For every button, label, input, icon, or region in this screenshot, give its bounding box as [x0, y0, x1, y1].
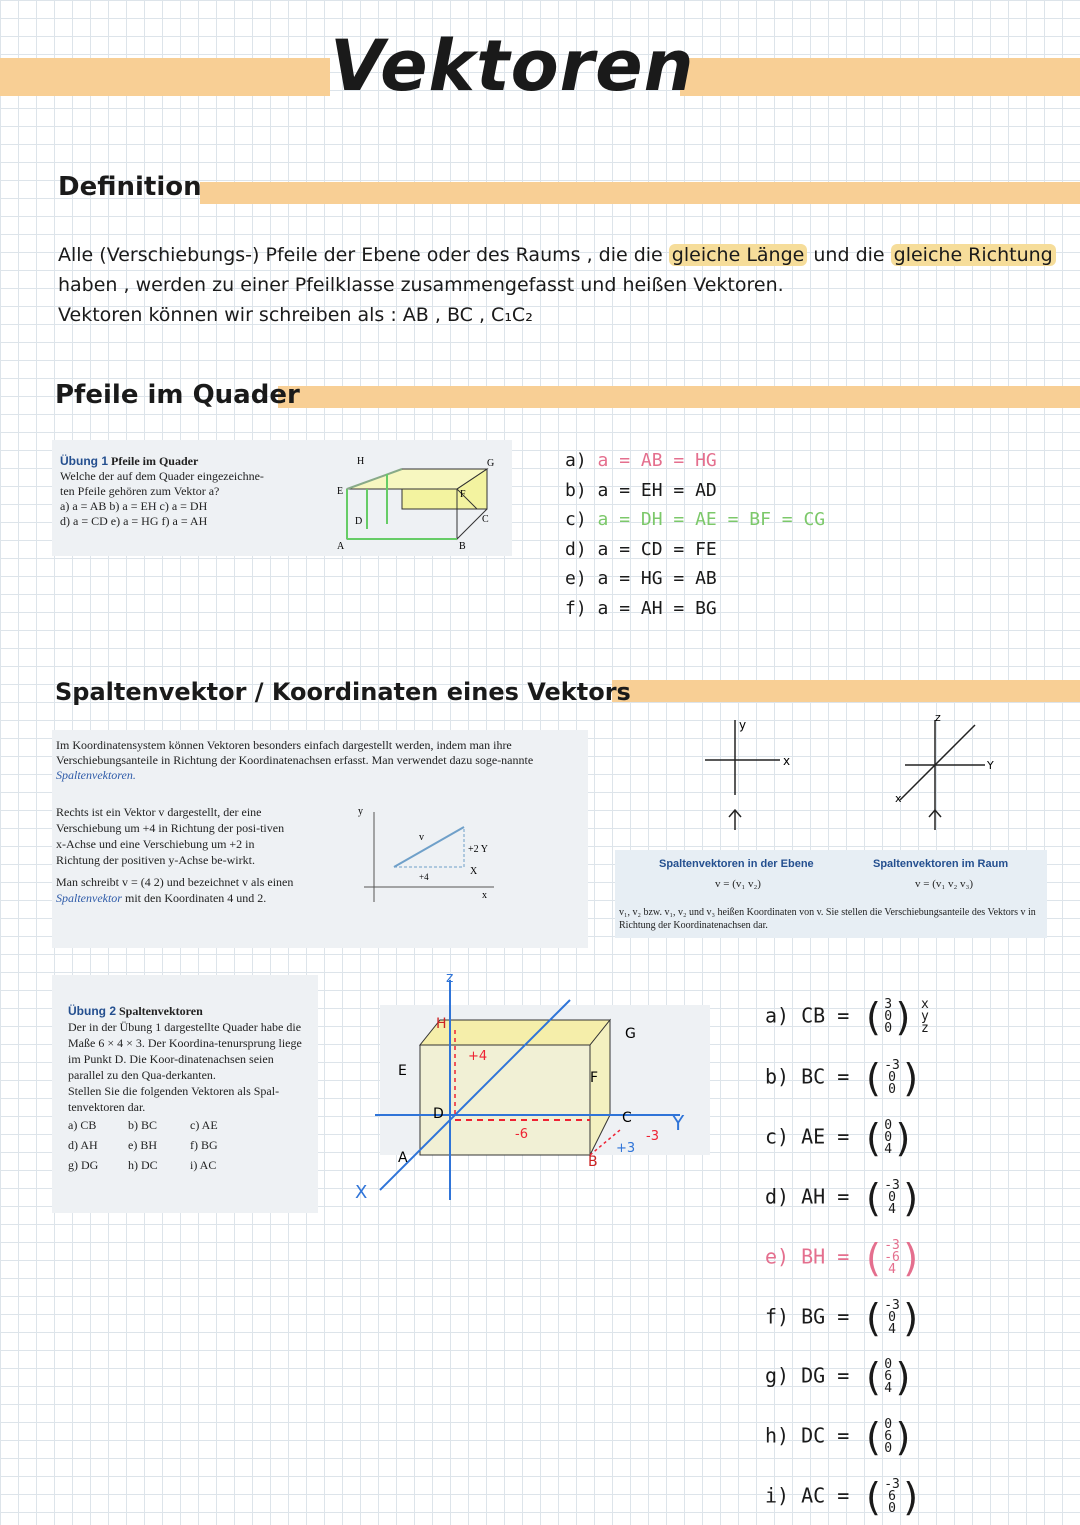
u2-p3: +3 — [616, 1141, 636, 1156]
answer-coords: -3 0 4 — [884, 1298, 900, 1337]
answer-label: f) — [765, 1304, 802, 1329]
u2-F: F — [590, 1070, 599, 1086]
uebung2-answer-row: c) AE = ( 0 0 4 ) — [765, 1116, 915, 1160]
uebung2-answer-row: b) BC = ( -3 0 0 ) — [765, 1056, 923, 1100]
answer-label: g) — [765, 1363, 802, 1388]
page-title: Vektoren — [330, 25, 695, 107]
answer-vector: BC = — [801, 1064, 862, 1089]
answer-b: b) a = EH = AD — [565, 479, 717, 501]
answer-coords: -3 0 0 — [884, 1058, 900, 1097]
quader-highlight — [278, 386, 1080, 408]
answer-label: h) — [765, 1423, 802, 1448]
answer-vector: DC = — [801, 1423, 862, 1448]
definition-text — [58, 240, 1058, 330]
u2-C: C — [622, 1110, 632, 1126]
hand-axes-3d — [890, 715, 1000, 835]
answer-coords: 3 0 0 — [884, 997, 893, 1036]
answer-d: d) a = CD = FE — [565, 538, 717, 560]
cube-label-c: C — [482, 514, 489, 525]
answer-coords: 0 6 4 — [884, 1357, 893, 1396]
definition-line-2: haben , werden zu einer Pfeilklasse zusammengefasst und heißen Vektoren. — [58, 274, 784, 296]
uebung1-box: Übung 1 Pfeile im Quader Welche der auf dem Quader eingezeichne- ten Pfeile gehören zum Vektor a? a) a = AB b) a = EH c) a = DH d) a = CD e) a = HG f) a = AH H G E F D C A B — [52, 440, 512, 556]
hand-z-label: z — [935, 715, 941, 724]
title-highlight-left — [0, 58, 330, 96]
answer-vector: AC = — [801, 1483, 862, 1508]
title-highlight-right — [680, 58, 1080, 96]
answer-label: e) — [765, 1244, 802, 1269]
quader-heading: Pfeile im Quader — [55, 380, 300, 410]
cube-label-f: F — [460, 489, 466, 500]
hand-x-label: x — [783, 754, 791, 768]
answer-label: b) — [765, 1064, 802, 1089]
answer-label: c) — [765, 1124, 802, 1149]
spalten-raum-formula: v = (v₁ v₂ v₃) — [915, 878, 974, 890]
u2-H: H — [436, 1016, 447, 1032]
spalten-intro-box: Im Koordinatensystem können Vektoren besonders einfach dargestellt werden, indem man ihre Verschiebungsanteile in Richtung der Koordinatenachsen erfasst. Man verwendet dazu soge-nannte Spaltenvektoren. Rechts ist ein Vektor v dargestellt, der eine Verschiebung um +4 in Richtung der posi-tiven x-Achse und eine Verschiebung um +2 in Richtung der positiven y-Achse be-wirkt. Man schreibt v = (4 2) und bezeichnet v als einen Spaltenvektor mit den Koordinaten 4 und 2. y x v +4 +2 Y X — [52, 730, 588, 948]
answer-vector: CB = — [801, 1003, 862, 1028]
answer-coords: 0 0 4 — [884, 1118, 893, 1157]
uebung2-answer-row: i) AC = ( -3 6 0 ) — [765, 1475, 923, 1519]
spalten-summary-box: Spaltenvektoren in der Ebene Spaltenvektoren im Raum v = (v₁ v₂) v = (v₁ v₂ v₃) v₁, v₂ bzw. v₁, v₂ und v₃ heißen Koordinaten von v. Sie stellen die Verschiebungsanteile des Vektors v in Richtung der Koordinatenachsen dar. — [615, 850, 1047, 938]
uebung2-box: Übung 2 Spaltenvektoren Der in der Übung 1 dargestellte Quader habe die Maße 6 × 4 × 3. Der Koordina-tenursprung liege im Punkt D. Die Koor-dinatenachsen seien parallel zu den Qua-derkanten. Stellen Sie die folgenden Vektoren als Spal-tenvektoren dar. a) CB b) BC c) AE d) AH e) BH f) BG g) DG h) DC i) AC — [52, 975, 318, 1213]
cube-label-e: E — [337, 486, 344, 497]
u2-z-label: z — [446, 970, 454, 986]
u2-G: G — [625, 1026, 636, 1042]
plane-plus4: +4 — [419, 872, 429, 882]
uebung2-answer-row: f) BG = ( -3 0 4 ) — [765, 1296, 923, 1340]
answer-label: a) — [765, 1003, 802, 1028]
answer-label: i) — [765, 1483, 802, 1508]
spalten-highlight — [612, 680, 1080, 702]
answer-a: a) a = AB = HG — [565, 450, 717, 471]
definition-line-1: Alle (Verschiebungs-) Pfeile der Ebene oder des Raums , die die gleiche Länge und die gleiche Richtung — [58, 240, 1058, 270]
hand-axes-2d — [695, 715, 795, 835]
answer-label: d) — [765, 1184, 802, 1209]
u2-D: D — [433, 1106, 444, 1122]
uebung2-answer-row: g) DG = ( 0 6 4 ) — [765, 1355, 915, 1399]
uebung1-answers — [565, 446, 825, 623]
answer-vector: BG = — [801, 1304, 862, 1329]
answer-f: f) a = AH = BG — [565, 597, 717, 619]
quader-figure — [337, 444, 517, 554]
answer-vector: AE = — [801, 1124, 862, 1149]
hand-y3-label: Y — [987, 759, 994, 772]
spalten-heading: Spaltenvektor / Koordinaten eines Vektors — [55, 678, 631, 706]
answer-vector: BH = — [801, 1244, 862, 1269]
u2-A: A — [398, 1150, 408, 1166]
spalten-ebene-formula: v = (v₁ v₂) — [715, 878, 761, 890]
cube-label-h: H — [357, 456, 365, 467]
answer-coords: -3 -6 4 — [884, 1238, 900, 1277]
u2-E: E — [398, 1063, 407, 1079]
answer-coords: -3 0 4 — [884, 1178, 900, 1217]
answer-coords: 0 6 0 — [884, 1417, 893, 1456]
answer-vector: DG = — [801, 1363, 862, 1388]
u2-x-axis: X — [355, 1182, 368, 1200]
definition-line-3: Vektoren können wir schreiben als : AB , BC , C₁C₂ — [58, 304, 533, 326]
u2-m6: -6 — [515, 1127, 528, 1142]
definition-highlight — [200, 182, 1080, 204]
answer-coords: -3 6 0 — [884, 1477, 900, 1516]
plane-X: X — [470, 866, 478, 877]
plane-v-label: v — [419, 832, 424, 843]
uebung2-quader-figure — [350, 970, 710, 1200]
uebung2-answer-row: h) DC = ( 0 6 0 ) — [765, 1415, 915, 1459]
cube-label-a: A — [337, 541, 345, 552]
uebung2-answer-row: d) AH = ( -3 0 4 ) — [765, 1176, 923, 1220]
u2-y-axis: Y — [672, 1111, 685, 1135]
cube-label-g: G — [487, 458, 495, 469]
plane-plus2: +2 Y — [468, 844, 488, 855]
hand-x3-label: x — [895, 792, 902, 805]
cube-label-d: D — [355, 516, 363, 527]
u2-B: B — [588, 1154, 598, 1170]
cube-label-b: B — [459, 541, 466, 552]
uebung2-answer-row: a) CB = ( 3 0 0 ) x y z — [765, 995, 929, 1039]
u2-m3: -3 — [646, 1129, 659, 1144]
u2-p4: +4 — [468, 1049, 488, 1064]
spalten-plane-figure — [344, 802, 544, 922]
plane-x-label: x — [482, 890, 487, 901]
answer-vector: AH = — [801, 1184, 862, 1209]
axis-labels: x y z — [920, 997, 929, 1036]
definition-heading: Definition — [58, 172, 202, 202]
uebung2-answer-row: e) BH = ( -3 -6 4 ) — [765, 1236, 923, 1280]
plane-y-label: y — [358, 806, 363, 817]
answer-c: c) a = DH = AE = BF = CG — [565, 509, 826, 530]
hand-y-label: y — [739, 718, 747, 732]
answer-e: e) a = HG = AB — [565, 568, 717, 589]
